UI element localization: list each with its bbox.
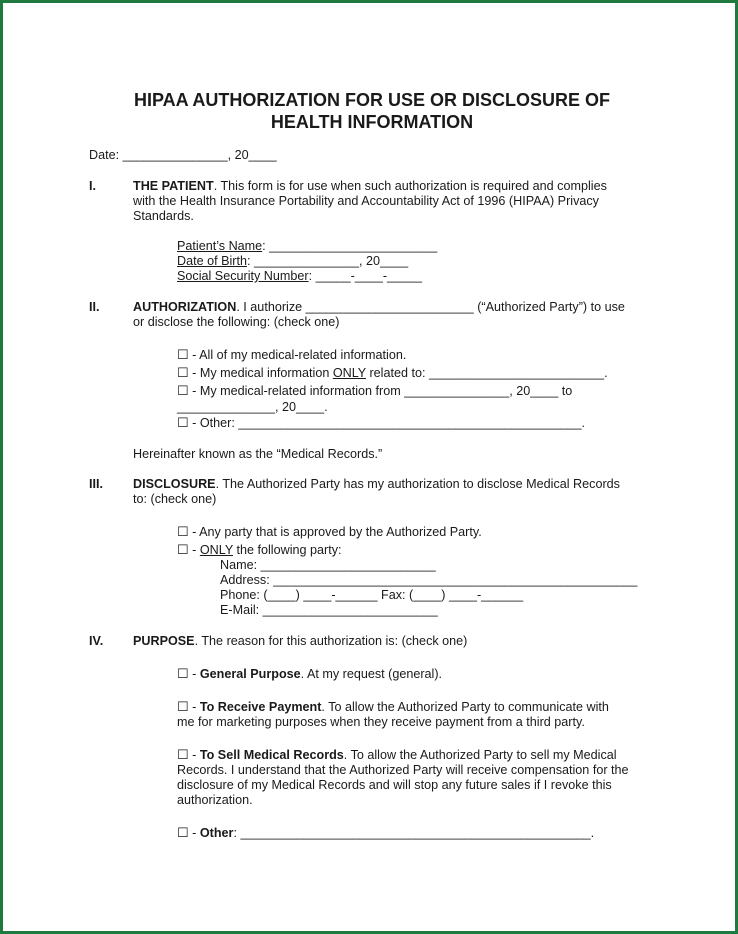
checkbox-icon[interactable]: ☐ bbox=[177, 825, 189, 840]
option-general-dash: - bbox=[188, 667, 200, 681]
date-of-birth-label: Date of Birth bbox=[177, 254, 247, 268]
section-ii-line-1 bbox=[133, 300, 625, 315]
option-only-related-suffix: related to: _________________________. bbox=[365, 366, 608, 380]
option-receive-payment[interactable] bbox=[177, 699, 609, 715]
option-other-dash: - bbox=[188, 826, 200, 840]
option-date-range-label: - My medical-related information from _______________, 20____ to bbox=[188, 384, 573, 398]
document-title-line-1: HIPAA AUTHORIZATION FOR USE OR DISCLOSURE OF bbox=[134, 90, 610, 110]
option-payment-dash: - bbox=[188, 700, 200, 714]
option-only-party-word: ONLY bbox=[199, 543, 233, 557]
section-i-text: . This form is for use when such authorization is required and complies bbox=[213, 179, 607, 193]
ssn-field[interactable] bbox=[177, 269, 422, 284]
option-sell-line-2: Records. I understand that the Authorized Party will receive compensation for the bbox=[177, 763, 629, 777]
section-iii-line-2: to: (check one) bbox=[133, 492, 217, 506]
patient-name-field[interactable] bbox=[177, 239, 437, 254]
option-other-records[interactable] bbox=[177, 415, 585, 431]
option-date-range[interactable] bbox=[177, 383, 572, 399]
section-iii-text: . The Authorized Party has my authorization to disclose Medical Records bbox=[215, 477, 620, 491]
section-ii-heading: AUTHORIZATION bbox=[133, 300, 237, 314]
checkbox-icon[interactable]: ☐ bbox=[177, 699, 189, 714]
checkbox-icon[interactable]: ☐ bbox=[177, 666, 189, 681]
checkbox-icon[interactable]: ☐ bbox=[177, 383, 189, 398]
section-number-ii: II. bbox=[89, 300, 100, 314]
section-iii-heading: DISCLOSURE bbox=[133, 477, 216, 491]
patient-name-blank: : ________________________ bbox=[262, 239, 438, 253]
party-email-field[interactable]: E-Mail: _________________________ bbox=[220, 603, 438, 617]
section-i-line-3: Standards. bbox=[133, 209, 194, 223]
option-sell-text: . To allow the Authorized Party to sell my Medical bbox=[343, 748, 617, 762]
section-ii-line-2: or disclose the following: (check one) bbox=[133, 315, 340, 329]
section-iii-line-1 bbox=[133, 477, 620, 492]
option-date-range-line-2: ______________, 20____. bbox=[177, 400, 328, 414]
document-title-line-2: HEALTH INFORMATION bbox=[270, 112, 474, 132]
option-payment-line-2: me for marketing purposes when they receive payment from a third party. bbox=[177, 715, 585, 729]
option-sell-records[interactable] bbox=[177, 747, 617, 763]
option-only-word: ONLY bbox=[332, 366, 366, 380]
date-field[interactable]: Date: _______________, 20____ bbox=[89, 148, 277, 162]
option-sell-dash: - bbox=[188, 748, 200, 762]
checkbox-icon[interactable]: ☐ bbox=[177, 747, 189, 762]
ssn-blank: : _____-____-_____ bbox=[308, 269, 423, 283]
party-name-field[interactable]: Name: _________________________ bbox=[220, 558, 436, 572]
patient-name-label: Patient’s Name bbox=[177, 239, 263, 253]
section-number-iv: IV. bbox=[89, 634, 104, 648]
option-sell-label: To Sell Medical Records bbox=[199, 748, 344, 762]
section-number-iii: III. bbox=[89, 477, 103, 491]
section-i-heading: THE PATIENT bbox=[133, 179, 214, 193]
section-ii-text: . I authorize ________________________ (“Authorized Party”) to use bbox=[236, 300, 625, 314]
option-payment-text: . To allow the Authorized Party to communicate with bbox=[321, 700, 609, 714]
option-general-text: . At my request (general). bbox=[300, 667, 443, 681]
section-i-line-1 bbox=[133, 179, 607, 194]
option-other-records-label: - Other: _________________________________________________. bbox=[188, 416, 586, 430]
option-only-party-label: the following party: bbox=[233, 543, 342, 557]
option-only-party[interactable] bbox=[177, 542, 342, 558]
option-other-text: : __________________________________________________. bbox=[233, 826, 595, 840]
date-of-birth-blank: : _______________, 20____ bbox=[247, 254, 409, 268]
option-only-related[interactable] bbox=[177, 365, 608, 381]
checkbox-icon[interactable]: ☐ bbox=[177, 365, 189, 380]
section-iv-heading: PURPOSE bbox=[133, 634, 195, 648]
option-only-related-prefix: - My medical information bbox=[188, 366, 333, 380]
option-other-purpose[interactable] bbox=[177, 825, 594, 841]
hereinafter-text: Hereinafter known as the “Medical Records.” bbox=[133, 447, 383, 461]
party-address-field[interactable]: Address: ____________________________________________________ bbox=[220, 573, 638, 587]
option-other-label: Other bbox=[199, 826, 234, 840]
option-payment-label: To Receive Payment bbox=[199, 700, 322, 714]
option-sell-line-4: authorization. bbox=[177, 793, 253, 807]
party-phone-fax-field[interactable]: Phone: (____) ____-______ Fax: (____) ____-______ bbox=[220, 588, 524, 602]
date-of-birth-field[interactable] bbox=[177, 254, 408, 269]
option-any-party[interactable] bbox=[177, 524, 482, 540]
option-all-records-label: - All of my medical-related information. bbox=[188, 348, 407, 362]
option-sell-line-3: disclosure of my Medical Records and will stop any future sales if I revoke this bbox=[177, 778, 612, 792]
section-iv-text: . The reason for this authorization is: (check one) bbox=[194, 634, 468, 648]
checkbox-icon[interactable]: ☐ bbox=[177, 347, 189, 362]
section-iv-line-1 bbox=[133, 634, 467, 649]
option-all-records[interactable] bbox=[177, 347, 406, 363]
option-general-label: General Purpose bbox=[199, 667, 301, 681]
section-number-i: I. bbox=[89, 179, 96, 193]
ssn-label: Social Security Number bbox=[177, 269, 309, 283]
checkbox-icon[interactable]: ☐ bbox=[177, 542, 189, 557]
option-general-purpose[interactable] bbox=[177, 666, 442, 682]
checkbox-icon[interactable]: ☐ bbox=[177, 415, 189, 430]
checkbox-icon[interactable]: ☐ bbox=[177, 524, 189, 539]
option-any-party-label: - Any party that is approved by the Authorized Party. bbox=[188, 525, 482, 539]
option-only-party-dash: - bbox=[188, 543, 200, 557]
section-i-line-2: with the Health Insurance Portability and Accountability Act of 1996 (HIPAA) Privacy bbox=[133, 194, 599, 208]
